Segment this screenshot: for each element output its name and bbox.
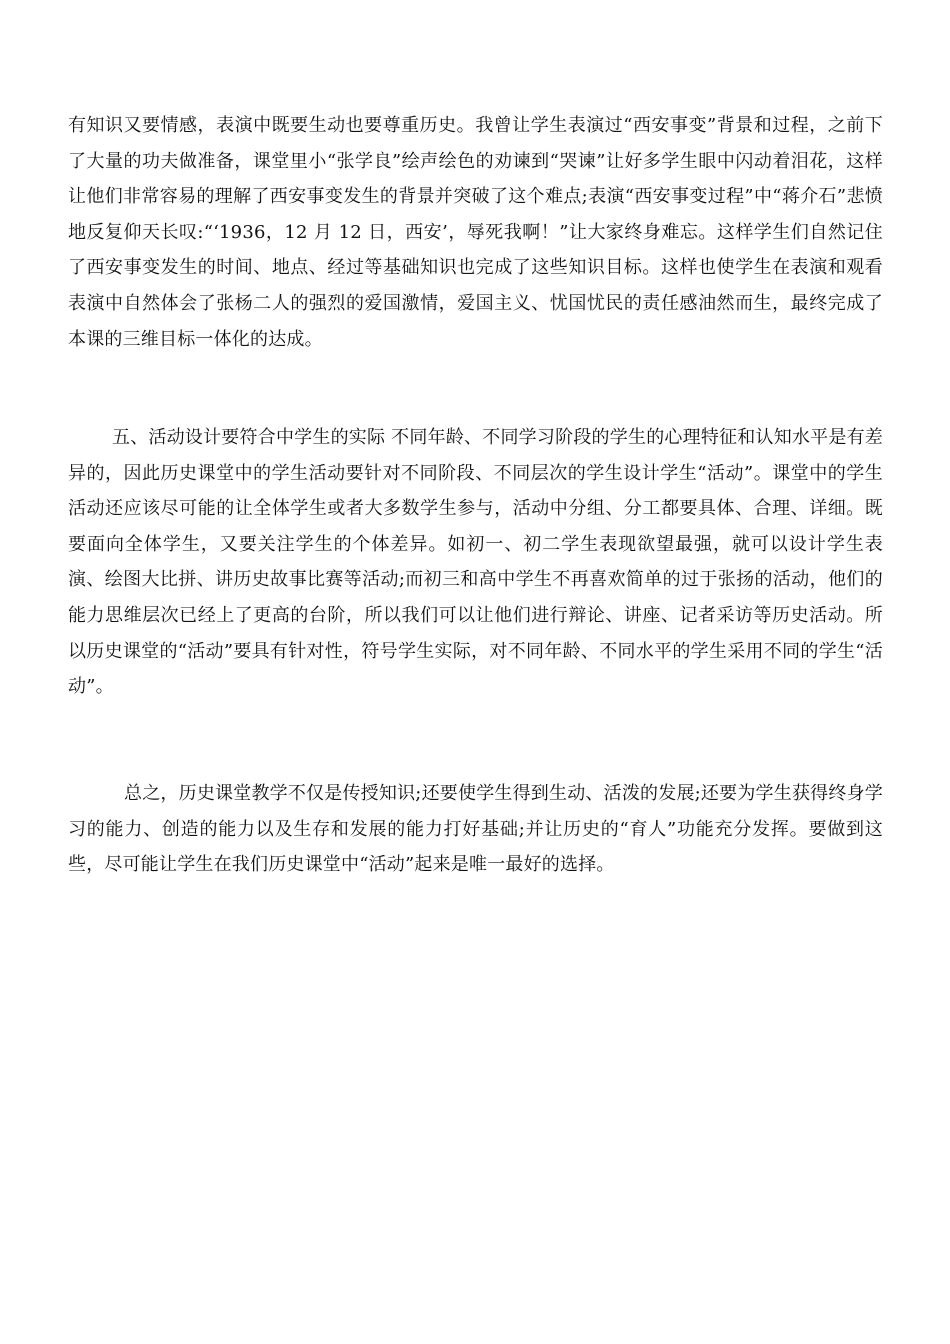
paragraph-xian-incident-performance: 有知识又要情感，表演中既要生动也要尊重历史。我曾让学生表演过“西安事变”背景和过程，之前下了大量的功夫做准备，课堂里小“张学良”绘声绘色的劝谏到“哭谏”让好多学生眼中闪动着泪花，这样让他们非常容易的理解了西安事变发生的背景并突破了这个难点;表演“西安事变过程”中“蒋介石”悲愤地反复仰天长叹:“‘1936，12 月 12 日，西安’，辱死我啊！”让大家终身难忘。这样学生们自然记住了西安事变发生的时间、地点、经过等基础知识也完成了这些知识目标。这样也使学生在表演和观看表演中自然体会了张杨二人的强烈的爱国激情，爱国主义、忧国忧民的责任感油然而生，最终完成了本课的三维目标一体化的达成。 — [68, 115, 883, 350]
paragraph-conclusion: 总之，历史课堂教学不仅是传授知识;还要使学生得到生动、活泼的发展;还要为学生获得终身学习的能力、创造的能力以及生存和发展的能力打好基础;并让历史的“育人”功能充分发挥。要做到这些，尽可能让学生在我们历史课堂中“活动”起来是唯一最好的选择。 — [68, 783, 883, 876]
paragraph-activity-design: 五、活动设计要符合中学生的实际 不同年龄、不同学习阶段的学生的心理特征和认知水平是有差异的，因此历史课堂中的学生活动要针对不同阶段、不同层次的学生设计学生“活动”。课堂中的学生活动还应该尽可能的让全体学生或者大多数学生参与，活动中分组、分工都要具体、合理、详细。既要面向全体学生，又要关注学生的个体差异。如初一、初二学生表现欲望最强，就可以设计学生表演、绘图大比拼、讲历史故事比赛等活动;而初三和高中学生不再喜欢简单的过于张扬的活动，他们的能力思维层次已经上了更高的台阶，所以我们可以让他们进行辩论、讲座、记者采访等历史活动。所以历史课堂的“活动”要具有针对性，符号学生实际，对不同年龄、不同水平的学生采用不同的学生“活动”。 — [68, 427, 883, 698]
